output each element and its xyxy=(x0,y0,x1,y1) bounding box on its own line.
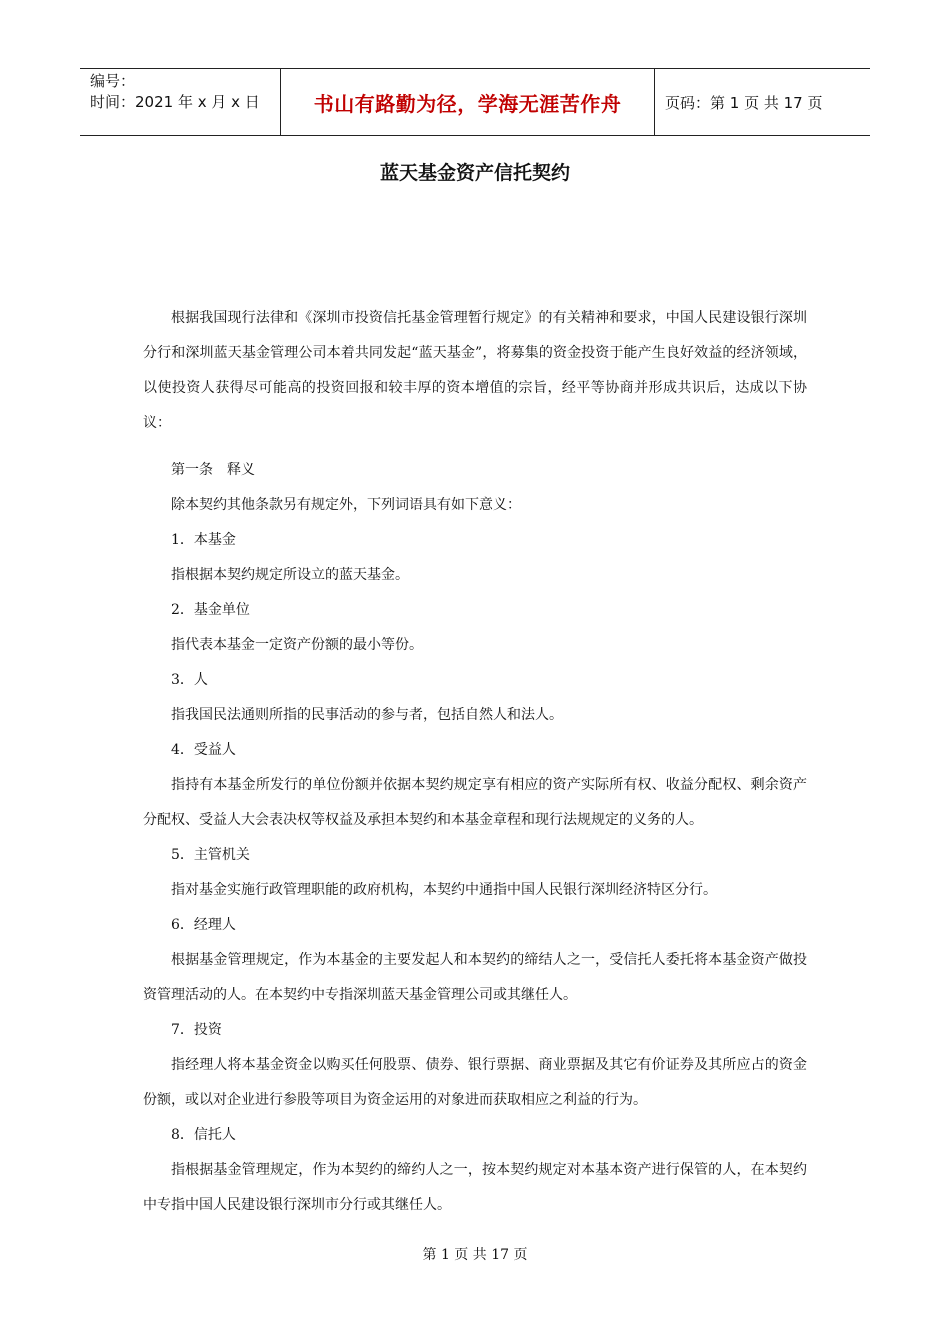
term-heading: 1．本基金 xyxy=(171,532,236,548)
header-motto: 书山有路勤为径，学海无涯苦作舟 xyxy=(281,69,655,135)
term-heading: 2．基金单位 xyxy=(171,602,250,618)
page-footer: 第 1 页 共 17 页 xyxy=(422,1247,528,1263)
term-heading: 6．经理人 xyxy=(171,917,236,933)
paragraph: 指代表本基金一定资产份额的最小等份。 xyxy=(171,637,423,653)
term-heading: 5．主管机关 xyxy=(171,847,250,863)
paragraph: 指对基金实施行政管理职能的政府机构，本契约中通指中国人民银行深圳经济特区分行。 xyxy=(171,882,717,898)
document-body xyxy=(143,301,807,1223)
term-heading: 4．受益人 xyxy=(171,742,236,758)
intro-paragraph: 根据我国现行法律和《深圳市投资信托基金管理暂行规定》的有关精神和要求，中国人民建设银行深圳分行和深圳蓝天基金管理公司本着共同发起“蓝天基金”，将募集的资金投资于能产生良好效益的经济领域，以使投资人获得尽可能高的投资回报和较丰厚的资本增值的宗旨，经平等协商并形成共识后，达成以下协议： xyxy=(143,310,807,431)
paragraph: 指持有本基金所发行的单位份额并依据本契约规定享有相应的资产实际所有权、收益分配权、剩余资产分配权、受益人大会表决权等权益及承担本契约和本基金章程和现行法规规定的义务的人。 xyxy=(143,777,807,828)
paragraph: 指我国民法通则所指的民事活动的参与者，包括自然人和法人。 xyxy=(171,707,563,723)
paragraph: 指根据本契约规定所设立的蓝天基金。 xyxy=(171,567,409,583)
paragraph: 指根据基金管理规定，作为本契约的缔约人之一，按本契约规定对本基本资产进行保管的人，在本契约中专指中国人民建设银行深圳市分行或其继任人。 xyxy=(143,1162,807,1213)
document-title: 蓝天基金资产信托契约 xyxy=(379,162,570,184)
time-label: 时间：2021 年 x 月 x 日 xyxy=(90,93,260,111)
header-page-code: 页码：第 1 页 共 17 页 xyxy=(665,93,823,112)
number-label: 编号： xyxy=(90,72,136,90)
header-meta xyxy=(80,69,281,135)
term-heading: 7．投资 xyxy=(171,1022,222,1038)
paragraph: 根据基金管理规定，作为本基金的主要发起人和本契约的缔结人之一，受信托人委托将本基金资产做投资管理活动的人。在本契约中专指深圳蓝天基金管理公司或其继任人。 xyxy=(143,952,807,1003)
paragraph: 指经理人将本基金资金以购买任何股票、债券、银行票据、商业票据及其它有价证券及其所应占的资金份额，或以对企业进行参股等项目为资金运用的对象进而获取相应之利益的行为。 xyxy=(143,1057,807,1108)
document-header xyxy=(80,68,870,136)
term-heading: 8．信托人 xyxy=(171,1127,236,1143)
article-heading: 第一条 释义 xyxy=(171,462,255,478)
paragraph: 除本契约其他条款另有规定外，下列词语具有如下意义： xyxy=(171,497,521,513)
term-heading: 3．人 xyxy=(171,672,208,688)
